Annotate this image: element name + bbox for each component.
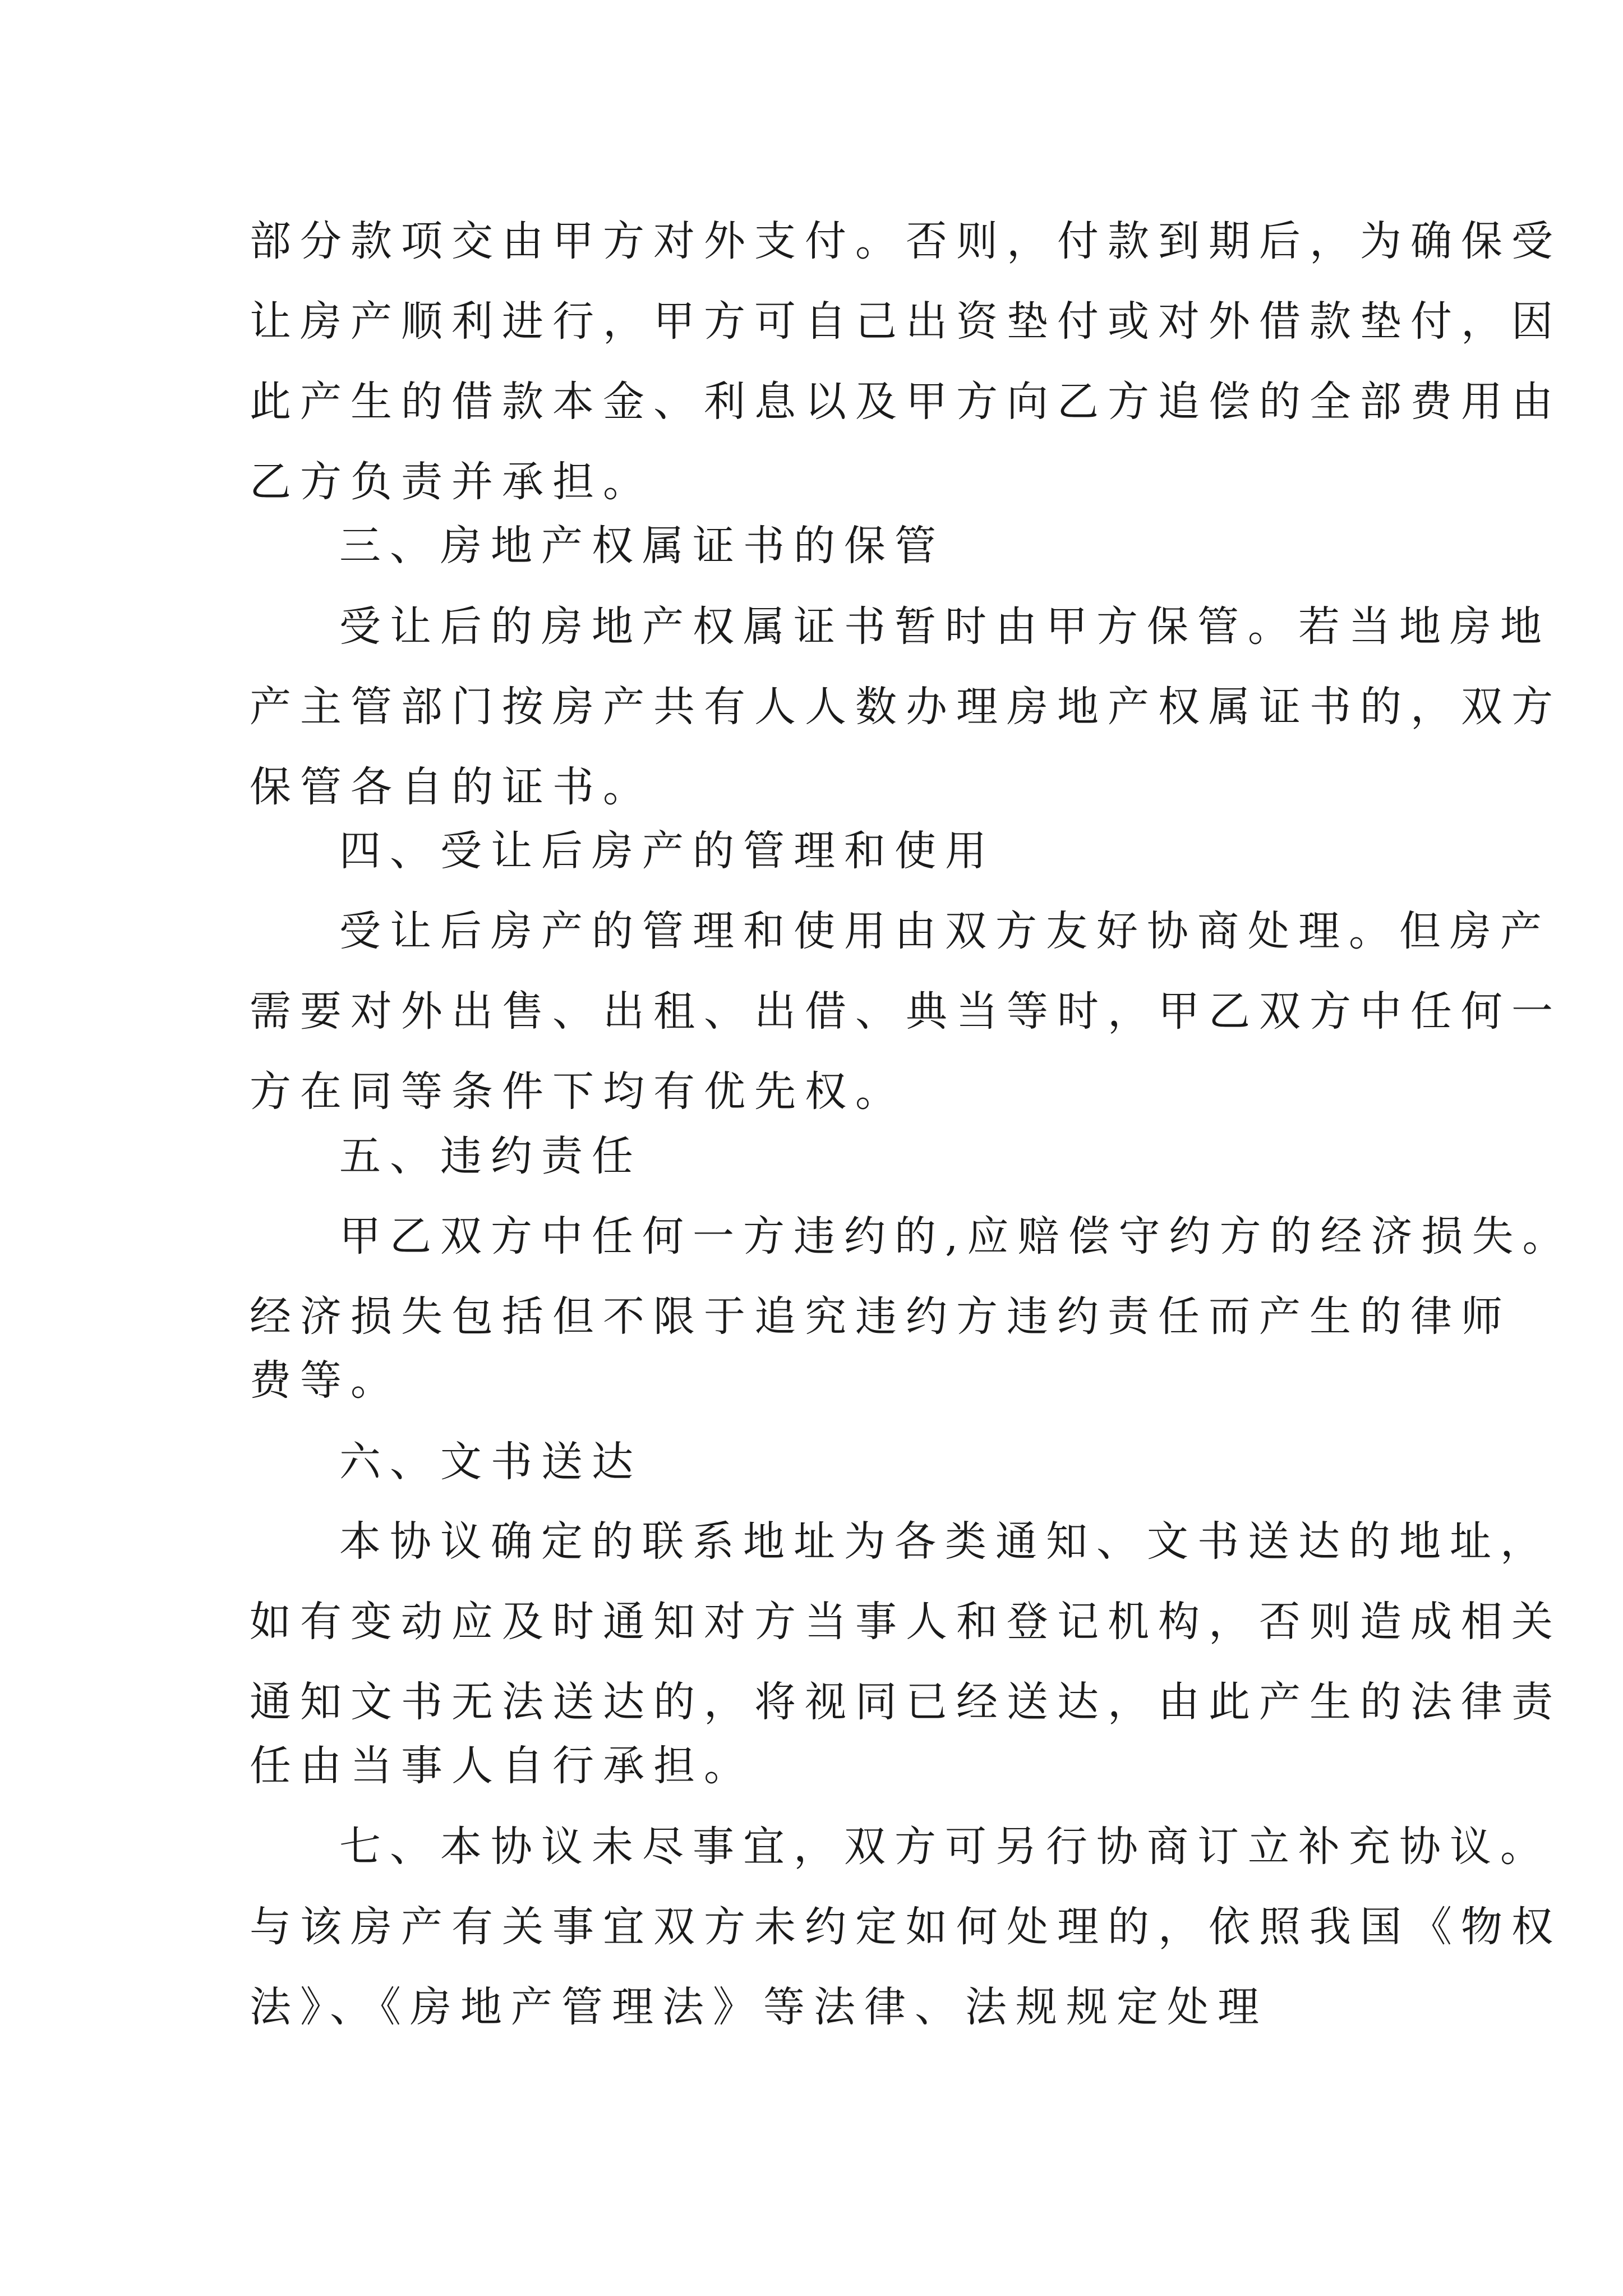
paragraph-7-line-1: 七、本协议未尽事宜，双方可另行协商订立补充协议。 — [339, 1823, 1551, 1871]
paragraph-6-line-4: 任由当事人自行承担。 — [250, 1742, 754, 1790]
paragraph-3-line-3: 保管各自的证书。 — [250, 763, 653, 811]
paragraph-6-line-3: 通知文书无法送达的，将视同已经送达，由此产生的法律责 — [250, 1678, 1562, 1726]
section-heading-6: 六、文书送达 — [339, 1438, 642, 1486]
paragraph-6-line-2: 如有变动应及时通知对方当事人和登记机构，否则造成相关 — [250, 1598, 1562, 1646]
paragraph-6-line-1: 本协议确定的联系地址为各类通知、文书送达的地址， — [339, 1517, 1551, 1566]
paragraph-4-line-3: 方在同等条件下均有优先权。 — [250, 1068, 906, 1116]
paragraph-2-line-2: 让房产顺利进行，甲方可自己出资垫付或对外借款垫付，因 — [250, 297, 1562, 346]
section-heading-3: 三、房地产权属证书的保管 — [339, 522, 945, 570]
paragraph-7-line-3: 法》、《房地产管理法》等法律、法规规定处理 — [250, 1983, 1268, 2031]
paragraph-2-line-1: 部分款项交由甲方对外支付。否则，付款到期后，为确保受 — [250, 217, 1562, 265]
section-heading-5: 五、违约责任 — [339, 1132, 642, 1180]
paragraph-5-line-2: 经济损失包括但不限于追究违约方违约责任而产生的律师 — [250, 1292, 1511, 1341]
paragraph-5-line-3: 费等。 — [250, 1356, 401, 1405]
paragraph-3-line-2: 产主管部门按房产共有人人数办理房地产权属证书的，双方 — [250, 683, 1562, 731]
section-heading-4: 四、受让后房产的管理和使用 — [339, 827, 995, 875]
paragraph-2-line-4: 乙方负责并承担。 — [250, 458, 653, 506]
paragraph-4-line-2: 需要对外出售、出租、出借、典当等时，甲乙双方中任何一 — [250, 987, 1562, 1036]
paragraph-4-line-1: 受让后房产的管理和使用由双方友好协商处理。但房产 — [339, 907, 1551, 955]
paragraph-3-line-1: 受让后的房地产权属证书暂时由甲方保管。若当地房地 — [339, 602, 1551, 651]
paragraph-2-line-3: 此产生的借款本金、利息以及甲方向乙方追偿的全部费用由 — [250, 378, 1562, 426]
paragraph-7-line-2: 与该房产有关事宜双方未约定如何处理的，依照我国《物权 — [250, 1903, 1562, 1951]
paragraph-5-line-1: 甲乙双方中任何一方违约的,应赔偿守约方的经济损失。 — [339, 1212, 1573, 1260]
